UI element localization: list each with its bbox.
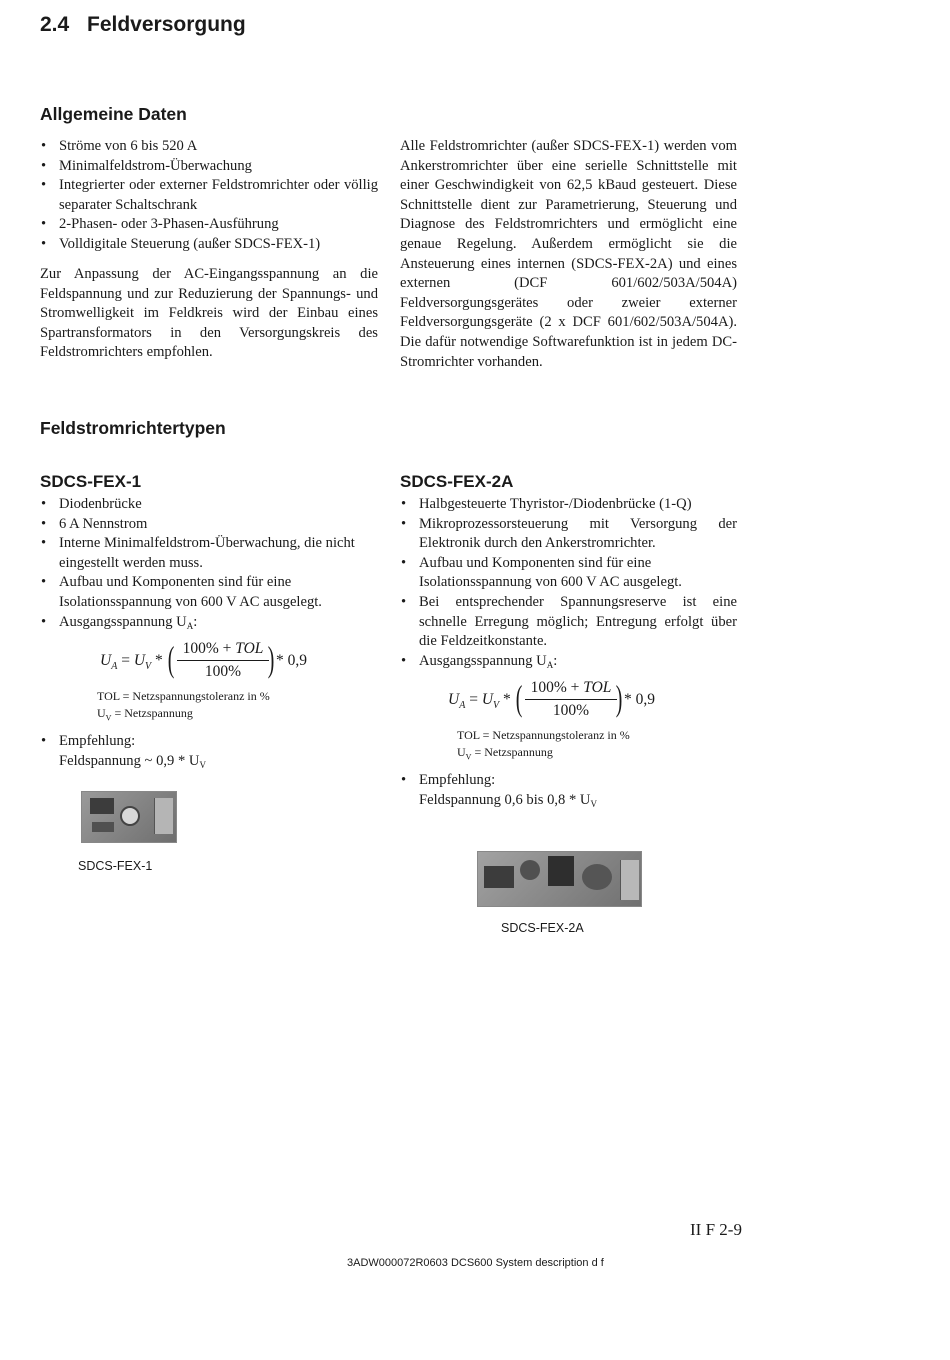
- board-terminal: [154, 798, 173, 834]
- general-paragraph-right: Alle Feldstromrichter (außer SDCS-FEX-1) werden vom Ankerstromrichter über eine serielle Schnittstelle mit einer Geschwindigkeit von 62,5 kBaud gesteuert. Diese Schnittstelle dient zur Parametrierung, Steuerung und Diagnose des Feldstromrichters und ermöglicht eine genaue Regelung. Außerdem ermöglicht sie die Ansteuerung eines internen (SDCS-FEX-2A) und eines externen (DCF 601/602/503A/504A) Feldversorgungsgerätes oder zweier externer Feldversorgungsgeräte (2 x DCF 601/602/503A/504A). Die dafür notwendige Softwarefunktion ist in jedem DC-Stromrichter vorhanden.: [400, 138, 737, 370]
- note-uv: $U_V$ = Netzspannung: [97, 706, 193, 723]
- fex1-output-label: Ausgangsspannung U: [59, 613, 187, 630]
- formula-right-paren: ): [267, 639, 275, 679]
- formula-tail: * 0,9: [276, 652, 307, 669]
- list-item: • 2-Phasen- oder 3-Phasen-Ausführung: [40, 215, 378, 235]
- section-number: 2.4: [40, 13, 70, 36]
- fex1-bullet-list: [40, 495, 378, 636]
- formula-left-paren: (: [515, 678, 523, 718]
- list-item: • Aufbau und Komponenten sind für eine Isolationsspannung von 600 V AC ausgelegt.: [40, 573, 378, 612]
- note-uv: $U_V$ = Netzspannung: [457, 745, 553, 762]
- fex2a-output-sub: A: [546, 659, 554, 670]
- recommend-text: Feldspannung 0,6 bis 0,8 * U: [419, 791, 591, 808]
- note-tol: TOL = Netzspannungstoleranz in %: [97, 689, 270, 703]
- formula-lhs: $U_A = U_V$ *: [100, 652, 163, 672]
- fex2a-formula: [448, 679, 668, 723]
- note-tol: TOL = Netzspannungstoleranz in %: [457, 728, 630, 742]
- board-component: [582, 864, 612, 890]
- fex2a-output-colon: :: [553, 652, 558, 669]
- formula-tail: * 0,9: [624, 691, 655, 708]
- list-item: • 6 A Nennstrom: [40, 515, 378, 535]
- formula-fraction: 100% + TOL 100%: [525, 679, 617, 720]
- list-item: • Bei entsprechender Spannungsreserve ist eine schnelle Erregung möglich; Entregung erfolgt über die Feldzeitkonstante.: [400, 593, 737, 652]
- list-item: • Diodenbrücke: [40, 495, 378, 515]
- list-item: • Halbgesteuerte Thyristor-/Diodenbrücke (1-Q): [400, 495, 737, 515]
- formula-lhs: $U_A = U_V$ *: [448, 691, 511, 711]
- fex1-formula: [100, 640, 320, 684]
- list-item: • Mikroprozessorsteuerung mit Versorgung der Elektronik durch den Ankerstromrichter.: [400, 515, 737, 554]
- recommend-text: Feldspannung ~ 0,9 * U: [59, 752, 200, 769]
- general-paragraph-left: Zur Anpassung der AC-Eingangsspannung an die Feldspannung und zur Reduzierung der Spannungs- und Stromwelligkeit im Feldkreis wird der Einbau eines Spartransformators in den Versorgungskreis des Feldstromrichters empfohlen.: [40, 266, 378, 361]
- fex2a-bullet-list: [400, 495, 737, 675]
- list-item: • Interne Minimalfeldstrom-Überwachung, die nicht eingestellt werden muss.: [40, 534, 378, 573]
- fex1-board-image: [81, 791, 177, 843]
- list-item: • Integrierter oder externer Feldstromrichter oder völlig separater Schaltschrank: [40, 176, 378, 215]
- section-title-text: Feldversorgung: [87, 13, 246, 36]
- fex1-formula-notes: [97, 688, 270, 726]
- formula-left-paren: (: [167, 639, 175, 679]
- types-heading: Feldstromrichtertypen: [40, 418, 226, 438]
- fex2a-caption: SDCS-FEX-2A: [501, 921, 584, 935]
- fex2a-heading: SDCS-FEX-2A: [400, 472, 514, 491]
- formula-right-paren: ): [615, 678, 623, 718]
- board-component: [520, 860, 540, 880]
- fex1-output-colon: :: [193, 613, 198, 630]
- list-item: • Empfehlung: Feldspannung 0,6 bis $0,8 * U_V$: [400, 771, 737, 814]
- fex2a-output-voltage-item: [400, 652, 737, 676]
- fex1-output-voltage-item: [40, 613, 378, 637]
- list-item: • Ströme von 6 bis 520 A: [40, 137, 378, 157]
- list-item: • Empfehlung: Feldspannung ~ $0,9 * U_V$: [40, 732, 378, 775]
- document-footer: 3ADW000072R0603 DCS600 System description d f: [347, 1257, 604, 1269]
- fex1-heading: SDCS-FEX-1: [40, 472, 142, 491]
- fex2a-output-label: Ausgangsspannung U: [419, 652, 547, 669]
- recommend-label: Empfehlung:: [419, 772, 496, 788]
- general-heading: Allgemeine Daten: [40, 104, 187, 124]
- board-chip: [92, 822, 114, 832]
- fex2a-formula-notes: [457, 727, 630, 765]
- board-chip: [90, 798, 114, 814]
- list-item: • Aufbau und Komponenten sind für eine Isolationsspannung von 600 V AC ausgelegt.: [400, 554, 737, 593]
- general-bullet-list: [40, 137, 378, 255]
- page-number: II F 2-9: [690, 1220, 742, 1239]
- fex1-caption: SDCS-FEX-1: [78, 859, 153, 873]
- fex2a-recommendation: [400, 771, 737, 814]
- fex2a-board-image: [477, 851, 642, 907]
- list-item: • Minimalfeldstrom-Überwachung: [40, 157, 378, 177]
- list-item: • Volldigitale Steuerung (außer SDCS-FEX-1): [40, 235, 378, 255]
- formula-fraction: 100% + TOL 100%: [177, 640, 269, 681]
- recommend-label: Empfehlung:: [59, 733, 136, 749]
- fex1-output-sub: A: [186, 620, 194, 631]
- section-title: [40, 13, 246, 37]
- board-chip: [548, 856, 574, 886]
- board-component: [120, 806, 140, 826]
- board-chip: [484, 866, 514, 888]
- fex1-recommendation: [40, 732, 378, 775]
- board-terminal: [620, 860, 639, 900]
